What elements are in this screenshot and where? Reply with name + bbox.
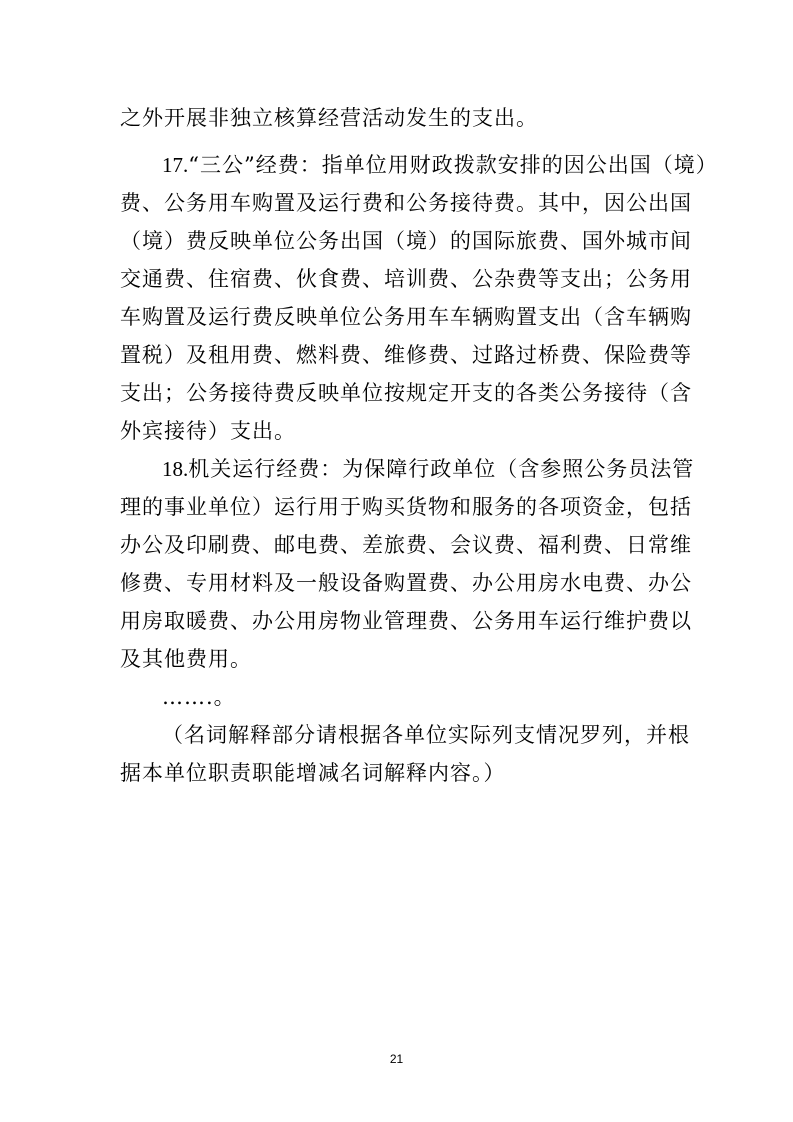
item-17-line-2: 费、公务用车购置及运行费和公务接待费。其中，因公出国: [120, 191, 692, 215]
item-18-line-4: 修费、专用材料及一般设备购置费、办公用房水电费、办公: [120, 571, 692, 595]
item-17-text-1: “三公”经费：指单位用财政拨款安排的因公出国（境）: [188, 153, 718, 177]
item-17-number: 17.: [162, 153, 189, 177]
item-17-line-5: 车购置及运行费反映单位公务用车车辆购置支出（含车辆购: [120, 305, 692, 329]
note-line-1: （名词解释部分请根据各单位实际列支情况罗列，并根: [162, 723, 690, 747]
page-number: 21: [389, 1052, 404, 1066]
ellipsis-line: …….。: [162, 685, 236, 709]
item-18-line-5: 用房取暖费、办公用房物业管理费、公务用车运行维护费以: [120, 609, 692, 633]
intro-continuation: 之外开展非独立核算经营活动发生的支出。: [120, 106, 538, 130]
item-18-line-6: 及其他费用。: [120, 647, 252, 671]
item-17-line-4: 交通费、住宿费、伙食费、培训费、公杂费等支出；公务用: [120, 267, 692, 291]
item-18-number: 18.: [162, 457, 189, 481]
item-18-text-1: 机关运行经费：为保障行政单位（含参照公务员法管: [188, 457, 695, 481]
item-17-line-8: 外宾接待）支出。: [120, 419, 296, 443]
item-17-line-3: （境）费反映单位公务出国（境）的国际旅费、国外城市间: [120, 229, 692, 253]
item-17-line-6: 置税）及租用费、燃料费、维修费、过路过桥费、保险费等: [120, 343, 692, 367]
item-17-line-7: 支出；公务接待费反映单位按规定开支的各类公务接待（含: [120, 381, 692, 405]
item-18-line-3: 办公及印刷费、邮电费、差旅费、会议费、福利费、日常维: [120, 533, 692, 557]
item-18-line-2: 理的事业单位）运行用于购买货物和服务的各项资金，包括: [120, 495, 692, 519]
item-18-line-1: [0, 454, 793, 484]
note-line-2: 据本单位职责职能增减名词解释内容。）: [120, 761, 506, 785]
item-17-line-1: [0, 150, 793, 180]
